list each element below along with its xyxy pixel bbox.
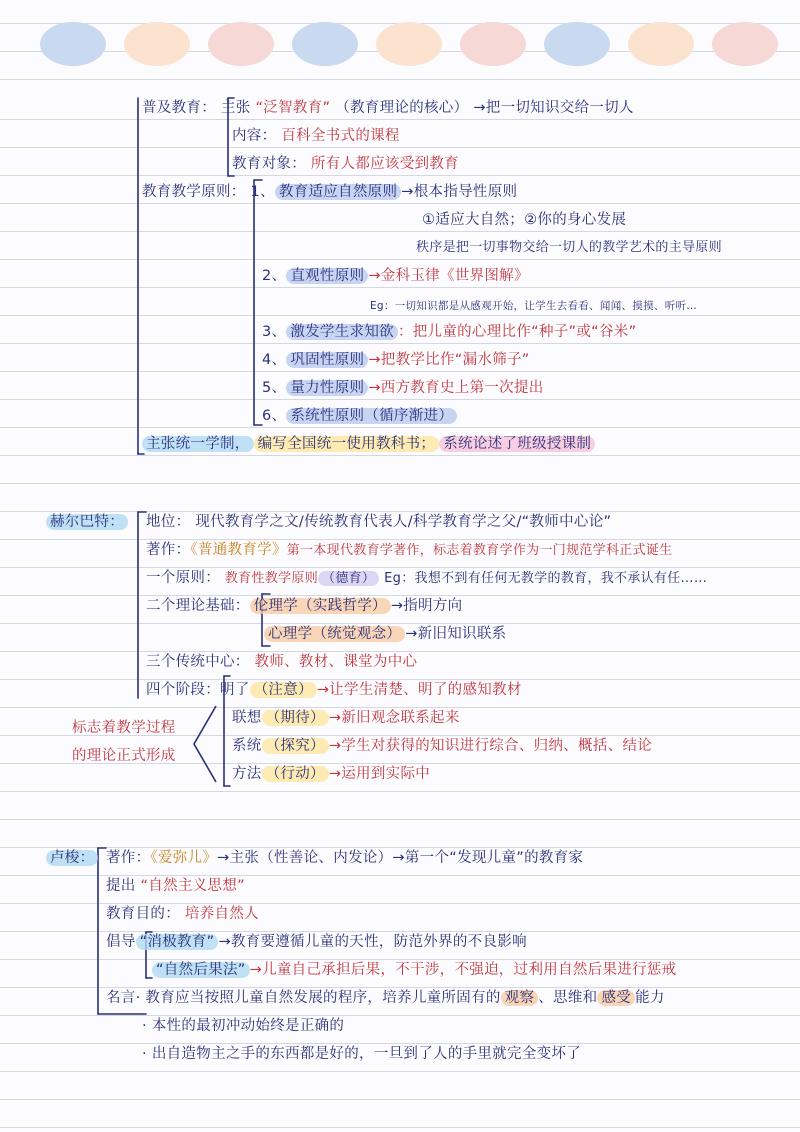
r-works-book: 《爱弥儿》 xyxy=(150,850,218,866)
p4-name: 巩固性原则 xyxy=(286,352,368,368)
p2-eg: Eg：一切知识都是从感观开始，让学生去看看、闻闻、摸摸、听听… xyxy=(370,300,698,312)
herbart-name xyxy=(46,512,128,532)
claim-prefix: 主张 xyxy=(220,100,251,116)
adv1-hl: “消极教育” xyxy=(136,934,219,950)
decor-dot xyxy=(376,22,442,66)
principle-6-line xyxy=(262,406,457,426)
herbart-works-line xyxy=(146,540,672,561)
stage3-hl: （探究） xyxy=(262,738,329,754)
principle-eg: Eg：我想不到有任何无教学的教育，我不承认有任…… xyxy=(384,571,708,586)
herbart-side-note-2 xyxy=(72,746,176,766)
theory2-name: 心理学（统觉观念） xyxy=(264,626,405,642)
system-c: 系统论述了班级授课制 xyxy=(439,436,595,452)
status-value: 现代教育学之文/传统教育代表人/科学教育学之父/“教师中心论” xyxy=(195,514,612,530)
theory2-rest: →新旧知识联系 xyxy=(405,626,507,642)
pansophism-text: “泛智教育” xyxy=(255,100,331,116)
rousseau-works-line xyxy=(106,848,583,868)
decor-dot xyxy=(208,22,274,66)
p5-num: 5、 xyxy=(262,380,287,396)
content-label: 内容： xyxy=(232,128,277,144)
theory1-rest: →指明方向 xyxy=(390,598,463,614)
p1-rest: →根本指导性原则 xyxy=(401,184,518,200)
popular-education-label: 普及教育： xyxy=(142,100,216,116)
decor-dot xyxy=(712,22,778,66)
adv2-hl: “自然后果法” xyxy=(152,962,250,978)
stage1-name: 明了 xyxy=(220,682,250,698)
rousseau-name xyxy=(46,848,98,868)
rousseau-advocate-line-1 xyxy=(106,932,527,952)
propose-label: 提出 xyxy=(106,878,136,894)
stage1-hl: （注意） xyxy=(250,682,317,698)
adv2-rest: →儿童自己承担后果，不干涉，不强迫，过利用自然后果进行惩戒 xyxy=(249,962,677,978)
comenius-content-line xyxy=(232,126,400,146)
side-note-2: 的理论正式形成 xyxy=(72,748,176,764)
stage3-rest: →学生对获得的知识进行综合、归纳、概括、结论 xyxy=(328,738,653,754)
rousseau-propose-line xyxy=(106,876,245,896)
school-system-line xyxy=(142,434,595,454)
p3-num: 3、 xyxy=(262,324,287,340)
q1-end: 能力 xyxy=(635,990,665,1006)
p2-name: 直观性原则 xyxy=(286,268,368,284)
side-note-1: 标志着教学过程 xyxy=(72,720,176,736)
stage4-rest: →运用到实际中 xyxy=(328,766,431,782)
decor-dot xyxy=(292,22,358,66)
stage1-rest: →让学生清楚、明了的感知教材 xyxy=(316,682,522,698)
p5-rest: →西方教育史上第一次提出 xyxy=(368,380,544,396)
stage2-hl: （期待） xyxy=(262,710,329,726)
system-b: 编写全国统一使用教科书； xyxy=(254,436,440,452)
herbart-principle-line xyxy=(146,568,707,589)
stage2-name: 联想 xyxy=(232,710,262,726)
decor-dot xyxy=(628,22,694,66)
principle-3-line xyxy=(262,322,636,342)
rousseau-quote-2 xyxy=(142,1016,344,1036)
rousseau-aim-line xyxy=(106,904,259,924)
centers-value: 教师、教材、课堂为中心 xyxy=(254,654,418,670)
aim-value: 培养自然人 xyxy=(184,906,259,922)
claim-rest: →把一切知识交给一切人 xyxy=(473,100,634,116)
p1-sub1-line xyxy=(422,210,626,230)
adv1-rest: →教育要遵循儿童的天性，防范外界的不良影响 xyxy=(218,934,527,950)
theory-label: 二个理论基础： xyxy=(146,598,250,614)
q1-hl2: 感受 xyxy=(597,990,635,1006)
p1-sub1: ①适应大自然；②你的身心发展 xyxy=(422,212,627,228)
aim-label: 教育目的： xyxy=(106,906,180,922)
decor-dot xyxy=(124,22,190,66)
principle-label: 一个原则： xyxy=(146,570,220,586)
p2-eg-line xyxy=(370,296,697,316)
works-book: 《普通教育学》 xyxy=(190,542,287,558)
rousseau-quote-3 xyxy=(142,1044,581,1064)
p1-num: 1、 xyxy=(250,184,275,200)
decor-dot xyxy=(40,22,106,66)
herbart-name-text: 赫尔巴特： xyxy=(46,514,128,530)
p6-num: 6、 xyxy=(262,408,287,424)
p3-rest: ：把儿童的心理比作“种子”或“谷米” xyxy=(397,324,637,340)
q1-a: · 教育应当按照儿童自然发展的程序，培养儿童所固有的 xyxy=(135,990,501,1006)
comenius-popular-line xyxy=(142,98,634,118)
content-value: 百科全书式的课程 xyxy=(281,128,400,144)
r-works-rest: →主张（性善论、内发论）→第一个“发现儿童”的教育家 xyxy=(217,850,584,866)
stage4-hl: （行动） xyxy=(262,766,329,782)
p1-sub2-line xyxy=(416,238,722,258)
target-value: 所有人都应该受到教育 xyxy=(310,156,459,172)
principle-5-line xyxy=(262,378,544,398)
stages-label: 四个阶段： xyxy=(146,682,220,698)
r-works-label: 著作： xyxy=(106,850,151,866)
p2-num: 2、 xyxy=(262,268,287,284)
principle-value: 教育性教学原则 xyxy=(224,571,319,586)
rousseau-advocate-line-2 xyxy=(152,960,676,980)
q1-mid: 、思维和 xyxy=(538,990,598,1006)
p6-name: 系统性原则（循序渐进） xyxy=(286,408,457,424)
works-label: 著作： xyxy=(146,542,191,558)
stage2-rest: →新旧观念联系起来 xyxy=(328,710,460,726)
herbart-centers-line xyxy=(146,652,417,672)
p1-sub2: 秩序是把一切事物交给一切人的教学艺术的主导原则 xyxy=(416,240,722,255)
p4-num: 4、 xyxy=(262,352,287,368)
principle-4-line xyxy=(262,350,530,370)
works-rest: 第一本现代教育学著作，标志着教育学作为一门规范学科正式诞生 xyxy=(286,543,673,558)
rousseau-quote-1 xyxy=(106,988,665,1008)
herbart-theory-line-2 xyxy=(264,624,506,644)
decorative-dots-row xyxy=(40,22,780,68)
stage3-name: 系统 xyxy=(232,738,262,754)
rousseau-name-text: 卢梭： xyxy=(46,850,98,866)
propose-value: “自然主义思想” xyxy=(140,878,245,894)
p1-name: 教育适应自然原则 xyxy=(275,184,401,200)
herbart-stage-1-line xyxy=(146,680,522,700)
quotes-label: 名言 xyxy=(106,990,136,1006)
system-a: 主张统一学制， xyxy=(142,436,254,452)
herbart-side-note-1 xyxy=(72,718,176,738)
claim-note: （教育理论的核心） xyxy=(335,100,469,116)
p5-name: 量力性原则 xyxy=(286,380,368,396)
principles-line-1 xyxy=(142,182,517,202)
status-label: 地位： xyxy=(146,514,191,530)
q2: · 本性的最初冲动始终是正确的 xyxy=(142,1018,345,1034)
principle-hl: （德育） xyxy=(318,571,379,586)
p4-rest: →把教学比作“漏水筛子” xyxy=(368,352,530,368)
principle-2-line xyxy=(262,266,529,286)
p3-name: 激发学生求知欲 xyxy=(286,324,398,340)
decor-dot xyxy=(460,22,526,66)
principles-label: 教育教学原则： xyxy=(142,184,246,200)
centers-label: 三个传统中心： xyxy=(146,654,250,670)
advocate-label: 倡导 xyxy=(106,934,136,950)
comenius-target-line xyxy=(232,154,459,174)
q3: · 出自造物主之手的东西都是好的，一旦到了人的手里就完全变坏了 xyxy=(142,1046,582,1062)
p2-rest: →金科玉律《世界图解》 xyxy=(368,268,529,284)
theory1-name: 伦理学（实践哲学） xyxy=(250,598,391,614)
herbart-status-line xyxy=(146,512,611,532)
q1-hl1: 观察 xyxy=(501,990,539,1006)
herbart-stage-2-line xyxy=(232,708,460,728)
stage4-name: 方法 xyxy=(232,766,262,782)
herbart-stage-4-line xyxy=(232,764,430,784)
decor-dot xyxy=(544,22,610,66)
target-label: 教育对象： xyxy=(232,156,306,172)
herbart-theory-line-1 xyxy=(146,596,462,616)
herbart-stage-3-line xyxy=(232,736,652,756)
